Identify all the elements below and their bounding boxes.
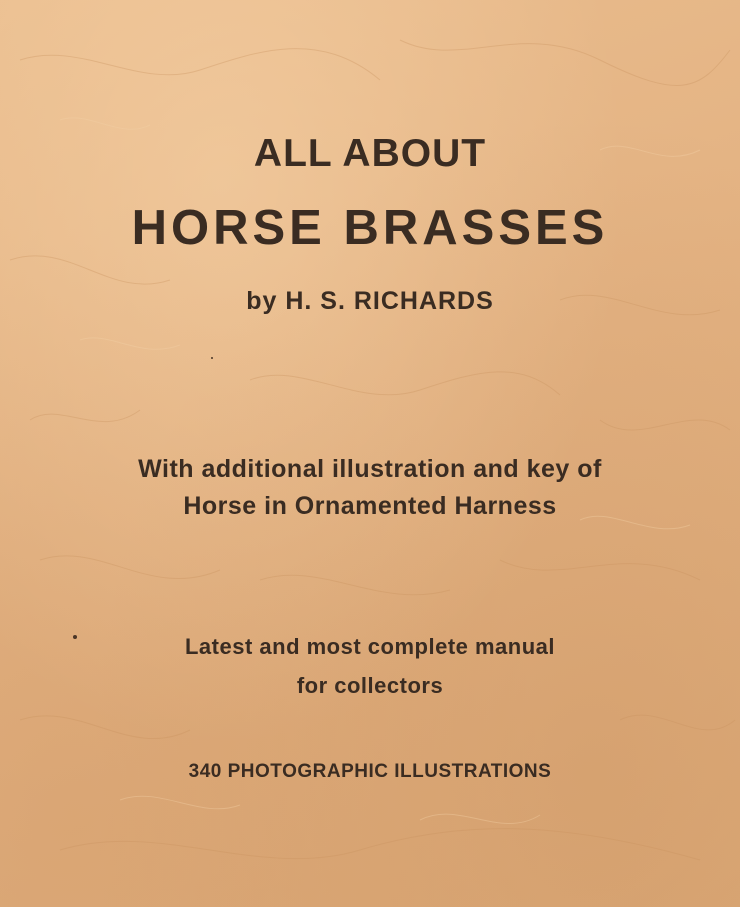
- title-line-2: HORSE BRASSES: [131, 201, 609, 255]
- subtitle-line-2: Horse in Ornamented Harness: [183, 492, 557, 520]
- illustration-count: 340 PHOTOGRAPHIC ILLUSTRATIONS: [188, 761, 552, 782]
- subtitle-line-1: With additional illustration and key of: [138, 455, 602, 483]
- tagline-line-1: Latest and most complete manual: [184, 634, 556, 659]
- title-line-1: ALL ABOUT: [253, 132, 487, 175]
- tagline-line-2: for collectors: [296, 673, 444, 698]
- ink-speck: [211, 357, 213, 359]
- author: by H. S. RICHARDS: [246, 287, 494, 315]
